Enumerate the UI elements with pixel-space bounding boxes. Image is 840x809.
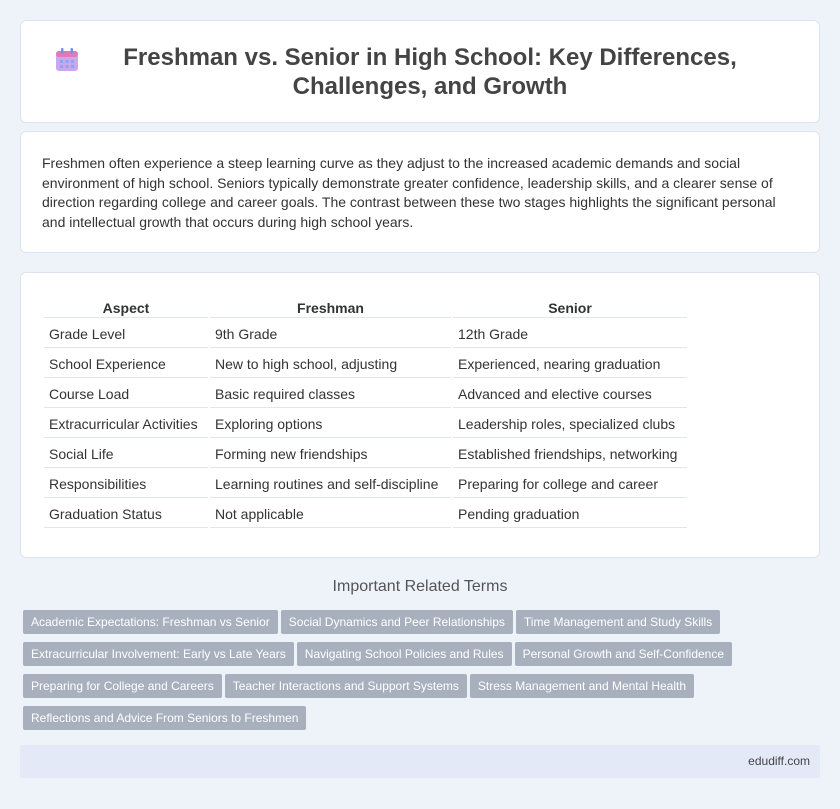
table-row <box>44 410 687 438</box>
intro-card <box>20 131 820 253</box>
table-row <box>44 350 687 378</box>
related-term-tag[interactable]: Stress Management and Mental Health <box>470 674 694 698</box>
header-aspect: Aspect <box>44 299 208 318</box>
comparison-card <box>20 272 820 558</box>
table-header-row <box>44 299 687 318</box>
site-name[interactable]: edudiff.com <box>748 754 810 768</box>
related-terms-list <box>23 610 803 738</box>
cell-aspect: Course Load <box>44 380 208 408</box>
footer <box>20 745 820 778</box>
comparison-table <box>42 297 689 530</box>
cell-freshman: Not applicable <box>210 500 451 528</box>
cell-senior: Leadership roles, specialized clubs <box>453 410 687 438</box>
header-card <box>20 20 820 123</box>
cell-senior: Pending graduation <box>453 500 687 528</box>
table-row <box>44 380 687 408</box>
cell-senior: Preparing for college and career <box>453 470 687 498</box>
related-term-tag[interactable]: Academic Expectations: Freshman vs Senior <box>23 610 278 634</box>
related-term-tag[interactable]: Personal Growth and Self-Confidence <box>515 642 732 666</box>
cell-senior: Advanced and elective courses <box>453 380 687 408</box>
cell-freshman: Forming new friendships <box>210 440 451 468</box>
cell-aspect: Social Life <box>44 440 208 468</box>
cell-aspect: Extracurricular Activities <box>44 410 208 438</box>
related-term-tag[interactable]: Teacher Interactions and Support Systems <box>225 674 467 698</box>
intro-text: Freshmen often experience a steep learning curve as they adjust to the increased academic demands and social environment of high school. Seniors typically demonstrate greater confidence, leadership skills, and a clearer sense of direction regarding college and career goals. The contrast between these two stages highlights the significant personal and intellectual growth that occurs during high school years. <box>42 155 776 230</box>
related-term-tag[interactable]: Social Dynamics and Peer Relationships <box>281 610 513 634</box>
table-row <box>44 440 687 468</box>
cell-freshman: New to high school, adjusting <box>210 350 451 378</box>
cell-aspect: School Experience <box>44 350 208 378</box>
cell-aspect: Responsibilities <box>44 470 208 498</box>
table-row <box>44 500 687 528</box>
cell-freshman: Learning routines and self-discipline <box>210 470 451 498</box>
header-freshman: Freshman <box>210 299 451 318</box>
cell-senior: Established friendships, networking <box>453 440 687 468</box>
related-terms-title: Important Related Terms <box>332 578 508 595</box>
cell-senior: Experienced, nearing graduation <box>453 350 687 378</box>
table-row <box>44 470 687 498</box>
header-senior: Senior <box>453 299 687 318</box>
related-term-tag[interactable]: Time Management and Study Skills <box>516 610 720 634</box>
related-term-tag[interactable]: Preparing for College and Careers <box>23 674 222 698</box>
related-term-tag[interactable]: Extracurricular Involvement: Early vs Late Years <box>23 642 294 666</box>
cell-aspect: Grade Level <box>44 320 208 348</box>
cell-senior: 12th Grade <box>453 320 687 348</box>
related-term-tag[interactable]: Navigating School Policies and Rules <box>297 642 512 666</box>
cell-aspect: Graduation Status <box>44 500 208 528</box>
table-row <box>44 320 687 348</box>
cell-freshman: Exploring options <box>210 410 451 438</box>
cell-freshman: Basic required classes <box>210 380 451 408</box>
related-term-tag[interactable]: Reflections and Advice From Seniors to Freshmen <box>23 706 306 730</box>
cell-freshman: 9th Grade <box>210 320 451 348</box>
page-title: Freshman vs. Senior in High School: Key Differences, Challenges, and Growth <box>123 44 737 100</box>
